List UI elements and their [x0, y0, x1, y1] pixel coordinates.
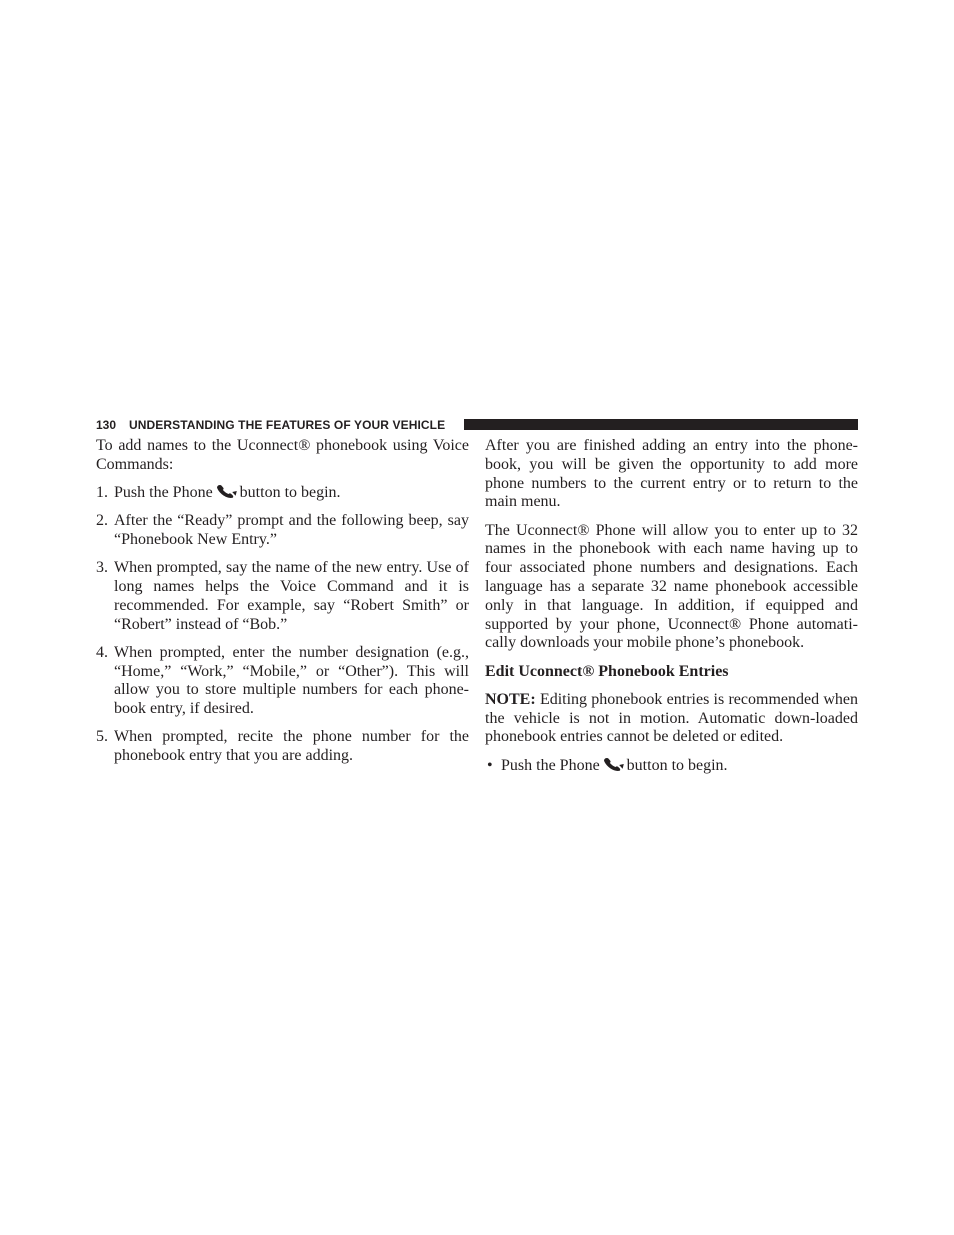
bullet-symbol: • — [487, 756, 493, 774]
step-number: 4. — [96, 643, 108, 661]
steps-list — [96, 484, 469, 766]
step-number: 2. — [96, 512, 108, 530]
step-text: When prompted, enter the number designation (e.g., “Home,” “Work,” “Mobile,” or “Other”). This will allow you to store multiple numbers for each phone-book entry, if desired. — [114, 643, 469, 718]
section-title: UNDERSTANDING THE FEATURES OF YOUR VEHICLE — [129, 418, 446, 432]
bullet-text-after: button to begin. — [626, 756, 728, 774]
left-column — [96, 437, 469, 775]
section-heading: Edit Uconnect® Phonebook Entries — [485, 662, 729, 680]
header-rule — [464, 419, 858, 430]
step-text-after: button to begin. — [239, 483, 341, 501]
list-item — [96, 559, 469, 634]
step-number: 1. — [96, 483, 108, 501]
phone-icon — [603, 757, 625, 771]
list-item — [96, 644, 469, 719]
bullet-text-before: Push the Phone — [501, 756, 600, 774]
step-text: After the “Ready” prompt and the following beep, say “Phonebook New Entry.” — [114, 512, 469, 548]
intro-paragraph: To add names to the Uconnect® phonebook using Voice Commands: — [96, 437, 469, 473]
step-text: When prompted, say the name of the new entry. Use of long names helps the Voice Command and it is recommended. For example, say “Robert Smith” or “Robert” instead of “Bob.” — [114, 559, 469, 633]
right-column — [485, 437, 858, 775]
note-paragraph — [485, 691, 858, 747]
step-text: When prompted, recite the phone number for the phonebook entry that you are adding. — [114, 728, 469, 765]
phone-icon — [216, 484, 238, 498]
list-item — [485, 757, 858, 776]
page-number: 130 — [96, 418, 117, 432]
paragraph-finished-adding: After you are finished adding an entry into the phone-book, you will be given the opportunity to add more phone numbers to the current entry or to return to the main menu. — [485, 437, 858, 511]
bullet-list — [485, 757, 858, 776]
list-item — [96, 484, 469, 503]
list-item — [96, 728, 469, 766]
step-text-before: Push the Phone — [114, 483, 213, 501]
paragraph-phonebook-capacity: The Uconnect® Phone will allow you to enter up to 32 names in the phonebook with each name having up to four associated phone numbers and designations. Each language has a separate 32 name phonebook accessible only in that language. In addition, if equipped and supported by your phone, Uconnect® Phone automati-cally downloads your mobile phone’s phonebook. — [485, 521, 858, 652]
note-label: NOTE: — [485, 690, 536, 708]
step-number: 5. — [96, 728, 108, 746]
page-header — [96, 417, 858, 433]
note-text: Editing phonebook entries is recommended when the vehicle is not in motion. Automatic down-loaded phonebook entries cannot be deleted or edited. — [485, 690, 859, 746]
step-number: 3. — [96, 559, 108, 577]
list-item — [96, 512, 469, 550]
